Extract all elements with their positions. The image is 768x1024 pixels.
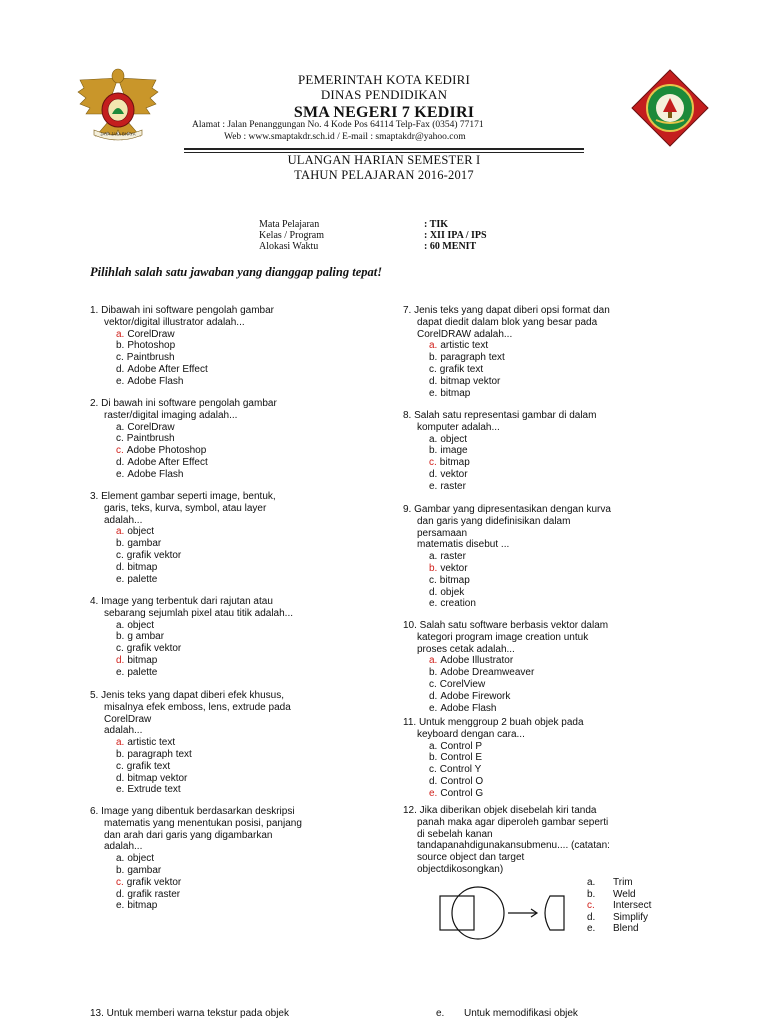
- question-stem-line: objectdikosongkan): [417, 863, 504, 875]
- option-letter: c.: [116, 433, 124, 445]
- option-letter: d.: [116, 561, 125, 573]
- meta-row: [259, 219, 487, 230]
- option-letter: e.: [429, 387, 438, 399]
- option-text: bitmap vektor: [127, 772, 188, 784]
- answer-option[interactable]: [403, 481, 596, 493]
- question-stem-line: dapat diedit dalam blok yang besar pada: [417, 316, 598, 328]
- option-letter: e.: [429, 598, 438, 610]
- option-text: vektor: [440, 468, 468, 480]
- answer-option[interactable]: [403, 691, 608, 703]
- option-text: Adobe Flash: [127, 375, 184, 387]
- answer-option[interactable]: [90, 329, 274, 341]
- meta-value: : XII IPA / IPS: [424, 230, 487, 241]
- option-text: bitmap: [440, 387, 471, 399]
- option-letter: c.: [429, 363, 437, 375]
- option-text: paragraph text: [440, 352, 505, 364]
- question-stem-line: adalah...: [104, 841, 143, 853]
- question-stem-line: 9. Gambar yang dipresentasikan dengan kurva: [403, 504, 611, 515]
- option-text: Adobe Firework: [440, 690, 511, 702]
- question-stem-line: matematis disebut ...: [417, 539, 510, 551]
- option-letter: d.: [429, 586, 438, 598]
- option-letter: d.: [429, 775, 438, 787]
- option-letter: e.: [116, 468, 125, 480]
- answer-option[interactable]: [90, 574, 276, 586]
- meta-row: [259, 230, 487, 241]
- answer-option[interactable]: [403, 655, 608, 667]
- option-letter: a.: [429, 433, 438, 445]
- question-3: [90, 491, 276, 585]
- option-text: Control Y: [439, 764, 482, 776]
- answer-option[interactable]: [90, 550, 276, 562]
- option-letter: d.: [116, 888, 125, 900]
- answer-option[interactable]: [403, 776, 584, 788]
- option-text: CorelDraw: [127, 421, 175, 433]
- option-letter: e.: [587, 923, 596, 935]
- option-text: Weld: [613, 888, 636, 900]
- answer-option[interactable]: [90, 643, 293, 655]
- option-text: Simplify: [613, 911, 649, 923]
- option-letter: c.: [429, 574, 437, 586]
- option-text: raster: [440, 480, 466, 492]
- option-text: Adobe Dreamweaver: [440, 667, 535, 679]
- question-2: [90, 398, 277, 481]
- answer-option[interactable]: [90, 749, 291, 761]
- answer-option[interactable]: [403, 587, 611, 599]
- option-letter: d.: [116, 772, 125, 784]
- option-text: object: [127, 853, 155, 865]
- answer-option[interactable]: [403, 551, 611, 563]
- question-stem-line: panah maka agar diperoleh gambar seperti: [417, 816, 609, 828]
- option-letter: b.: [116, 340, 125, 352]
- question-6: [90, 806, 302, 912]
- question-stem-line: 11. Untuk menggroup 2 buah objek pada: [403, 717, 584, 728]
- option-text: grafik text: [126, 760, 171, 772]
- question-stem-line: adalah...: [104, 725, 143, 737]
- option-letter: a.: [116, 328, 125, 340]
- option-letter: d.: [116, 654, 125, 666]
- option-letter: e.: [116, 375, 125, 387]
- answer-option[interactable]: [90, 761, 291, 773]
- option-text: grafik vektor: [126, 876, 182, 888]
- answer-option[interactable]: [403, 563, 611, 575]
- exam-year: TAHUN PELAJARAN 2016-2017: [294, 168, 474, 182]
- question-stem-line: proses cetak adalah...: [417, 643, 515, 655]
- option-text: Extrude text: [127, 784, 181, 796]
- question-stem-line: misalnya efek emboss, lens, extrude pada: [104, 701, 291, 713]
- option-letter: d.: [429, 690, 438, 702]
- option-letter: b.: [116, 748, 125, 760]
- option-letter: e.: [116, 666, 125, 678]
- option-letter: a.: [116, 853, 125, 865]
- answer-option[interactable]: [403, 598, 611, 610]
- option-text: bitmap: [127, 561, 158, 573]
- school-address: Alamat : Jalan Penanggungan No. 4 Kode Pos 64114 Telp-Fax (0354) 77171: [192, 120, 484, 130]
- answer-option[interactable]: [90, 655, 293, 667]
- answer-option[interactable]: [90, 364, 274, 376]
- option-letter: c.: [116, 760, 124, 772]
- option-text: grafik vektor: [126, 643, 182, 655]
- option-text: gambar: [127, 864, 162, 876]
- school-name: SMA NEGERI 7 KEDIRI: [293, 104, 475, 121]
- option-text: Control O: [440, 775, 484, 787]
- question-stem-line: CorelDRAW adalah...: [417, 328, 513, 340]
- answer-option[interactable]: [403, 679, 608, 691]
- question-stem-line: keyboard dengan cara...: [417, 728, 525, 740]
- answer-option[interactable]: [403, 352, 610, 364]
- question-5: [90, 690, 291, 796]
- option-text: grafik text: [439, 363, 484, 375]
- option-letter: a.: [429, 740, 438, 752]
- exam-title: ULANGAN HARIAN SEMESTER I: [287, 153, 481, 167]
- option-letter: a.: [429, 655, 438, 667]
- option-text: Adobe Flash: [127, 468, 184, 480]
- answer-option[interactable]: [90, 352, 274, 364]
- school-web: Web : www.smaptakdr.sch.id / E-mail : smaptakdr@yahoo.com: [224, 132, 466, 142]
- option-text: Trim: [613, 877, 633, 888]
- question-stem-line: 2. Di bawah ini software pengolah gambar: [90, 398, 277, 409]
- question-7: [403, 305, 610, 399]
- option-letter: b.: [116, 864, 125, 876]
- question-stem-line: 4. Image yang terbentuk dari rajutan atau: [90, 596, 273, 607]
- option-text: Control P: [440, 740, 483, 752]
- question-12: [403, 805, 610, 876]
- option-letter: a.: [587, 877, 596, 888]
- question-stem-line: komputer adalah...: [417, 421, 500, 433]
- option-text: Photoshop: [127, 340, 176, 352]
- option-letter: c.: [116, 549, 124, 561]
- shape-diagram-icon: [438, 884, 568, 944]
- option-letter: c.: [116, 445, 124, 457]
- option-letter: c.: [429, 678, 437, 690]
- option-letter: c.: [429, 457, 437, 469]
- option-text: palette: [127, 666, 158, 678]
- option-letter: e.: [429, 787, 438, 799]
- answer-option[interactable]: [90, 667, 293, 679]
- option-letter: e.: [116, 900, 125, 912]
- question-stem-line: 8. Salah satu representasi gambar di dalam: [403, 410, 597, 421]
- answer-option[interactable]: [90, 457, 277, 469]
- option-letter: e.: [116, 573, 125, 585]
- answer-option[interactable]: [90, 784, 291, 796]
- answer-option[interactable]: [90, 526, 276, 538]
- question-stem-line: garis, teks, kurva, symbol, atau layer: [104, 502, 267, 514]
- answer-option[interactable]: [90, 422, 277, 434]
- option-letter: e.: [429, 480, 438, 492]
- question-stem-line: 10. Salah satu software berbasis vektor dalam: [403, 620, 609, 631]
- instruction: Pilihlah salah satu jawaban yang dianggap paling tepat!: [90, 265, 383, 279]
- question-stem-line: 6. Image yang dibentuk berdasarkan deskripsi: [90, 806, 295, 817]
- question-stem-line: matematis yang menentukan posisi, panjang: [104, 817, 302, 829]
- question-stem-line: 1. Dibawah ini software pengolah gambar: [90, 305, 274, 316]
- question-9: [403, 504, 611, 610]
- option-text: raster: [440, 551, 466, 563]
- option-text: objek: [440, 586, 465, 598]
- question-stem-line: 7. Jenis teks yang dapat diberi opsi format dan: [403, 305, 610, 316]
- option-text: Blend: [613, 923, 639, 935]
- option-text: object: [127, 619, 155, 631]
- option-text: Adobe Illustrator: [440, 655, 514, 667]
- answer-option[interactable]: [587, 877, 651, 889]
- option-letter: d.: [116, 363, 125, 375]
- answer-option[interactable]: [90, 853, 302, 865]
- option-letter: e.: [429, 702, 438, 714]
- answer-option[interactable]: [90, 445, 277, 457]
- option-text: Intersect: [613, 900, 652, 912]
- option-letter: c.: [116, 876, 124, 888]
- question-stem-line: source object dan target: [417, 852, 525, 864]
- option-letter: d.: [116, 456, 125, 468]
- answer-option[interactable]: [90, 340, 274, 352]
- answer-option[interactable]: [90, 469, 277, 481]
- logo-motto-text: JAYA JAYA BHAYA: [100, 131, 136, 137]
- question-stem-line: tandapanahdigunakansubmenu.... (catatan:: [417, 840, 610, 852]
- option-text: CorelDraw: [127, 328, 175, 340]
- question-stem-line: di sebelah kanan: [417, 828, 493, 840]
- government-name: PEMERINTAH KOTA KEDIRI: [297, 72, 471, 87]
- question-stem-line: sebarang sejumlah pixel atau titik adalah...: [104, 607, 294, 619]
- answer-option[interactable]: [403, 764, 584, 776]
- footer-option-letter: e.: [436, 1008, 445, 1019]
- meta-label: Mata Pelajaran: [259, 219, 320, 230]
- option-text: vektor: [440, 562, 468, 574]
- q12-options: [587, 877, 651, 935]
- option-text: Adobe Photoshop: [126, 445, 207, 457]
- option-text: Control G: [440, 787, 484, 799]
- option-letter: a.: [116, 619, 125, 631]
- option-letter: a.: [116, 526, 125, 538]
- option-letter: a.: [429, 551, 438, 563]
- answer-option[interactable]: [90, 865, 302, 877]
- answer-option[interactable]: [403, 788, 584, 800]
- meta-label: Kelas / Program: [259, 230, 324, 241]
- answer-option[interactable]: [403, 741, 584, 753]
- option-text: artistic text: [127, 737, 176, 749]
- option-letter: a.: [116, 421, 125, 433]
- option-text: CorelView: [439, 678, 486, 690]
- option-letter: b.: [429, 445, 438, 457]
- question-stem-line: kategori program image creation untuk: [417, 631, 589, 643]
- answer-option[interactable]: [90, 620, 293, 632]
- answer-option[interactable]: [90, 889, 302, 901]
- answer-option[interactable]: [90, 376, 274, 388]
- option-text: Paintbrush: [126, 352, 175, 364]
- question-13-stem: 13. Untuk memberi warna tekstur pada objek: [90, 1008, 289, 1019]
- answer-option[interactable]: [403, 376, 610, 388]
- answer-option[interactable]: [587, 923, 651, 935]
- option-text: Adobe Flash: [440, 702, 497, 714]
- exam-meta: [259, 219, 487, 252]
- answer-option[interactable]: [403, 445, 596, 457]
- question-stem-line: vektor/digital illustrator adalah...: [104, 316, 245, 328]
- option-letter: d.: [429, 468, 438, 480]
- option-text: bitmap: [439, 574, 470, 586]
- option-text: grafik vektor: [126, 549, 182, 561]
- option-text: bitmap: [127, 900, 158, 912]
- option-text: g ambar: [127, 631, 165, 643]
- option-text: image: [440, 445, 468, 457]
- answer-option[interactable]: [403, 469, 596, 481]
- option-text: Adobe After Effect: [127, 363, 208, 375]
- option-letter: e.: [116, 784, 125, 796]
- answer-option[interactable]: [403, 703, 608, 715]
- option-text: artistic text: [440, 340, 489, 352]
- option-letter: b.: [429, 667, 438, 679]
- option-text: Adobe After Effect: [127, 456, 208, 468]
- option-text: object: [440, 433, 468, 445]
- answer-option[interactable]: [403, 434, 596, 446]
- option-letter: c.: [116, 352, 124, 364]
- option-text: palette: [127, 573, 158, 585]
- question-stem-line: 12. Jika diberikan objek disebelah kiri tanda: [403, 805, 597, 816]
- option-letter: c.: [116, 643, 124, 655]
- option-letter: d.: [429, 375, 438, 387]
- option-text: bitmap: [439, 457, 470, 469]
- option-letter: b.: [429, 352, 438, 364]
- meta-row: [259, 241, 487, 252]
- option-letter: d.: [587, 911, 596, 923]
- question-stem-line: 5. Jenis teks yang dapat diberi efek khusus,: [90, 690, 285, 701]
- meta-value: : 60 MENIT: [424, 241, 477, 252]
- question-4: [90, 596, 293, 679]
- answer-option[interactable]: [587, 900, 651, 912]
- answer-option[interactable]: [90, 900, 302, 912]
- answer-option[interactable]: [403, 364, 610, 376]
- option-letter: a.: [116, 737, 125, 749]
- question-stem-line: persamaan: [417, 527, 468, 539]
- department-name: DINAS PENDIDIKAN: [320, 87, 448, 102]
- option-letter: b.: [116, 538, 125, 550]
- option-text: bitmap: [127, 654, 158, 666]
- option-letter: c.: [429, 764, 437, 776]
- answer-option[interactable]: [403, 575, 611, 587]
- question-1: [90, 305, 274, 388]
- answer-option[interactable]: [403, 457, 596, 469]
- option-letter: b.: [429, 562, 438, 574]
- answer-option[interactable]: [403, 340, 610, 352]
- option-letter: b.: [116, 631, 125, 643]
- question-stem-line: dan arah dari garis yang digambarkan: [104, 829, 273, 841]
- answer-option[interactable]: [403, 388, 610, 400]
- answer-option[interactable]: [90, 737, 291, 749]
- answer-option[interactable]: [90, 877, 302, 889]
- answer-option[interactable]: [403, 752, 584, 764]
- option-text: Control E: [440, 752, 483, 764]
- question-stem-line: 3. Element gambar seperti image, bentuk,: [90, 491, 276, 502]
- footer-option-text: Untuk memodifikasi objek: [464, 1008, 578, 1019]
- meta-value: : TIK: [424, 219, 448, 230]
- option-text: bitmap vektor: [440, 375, 501, 387]
- answer-option[interactable]: [403, 667, 608, 679]
- question-8: [403, 410, 596, 493]
- option-letter: b.: [429, 752, 438, 764]
- answer-option[interactable]: [90, 562, 276, 574]
- meta-label: Alokasi Waktu: [259, 241, 319, 252]
- option-letter: a.: [429, 340, 438, 352]
- option-letter: c.: [587, 900, 595, 912]
- answer-option[interactable]: [90, 538, 276, 550]
- question-stem-line: dan garis yang didefinisikan dalam: [417, 515, 571, 527]
- option-text: paragraph text: [127, 748, 192, 760]
- option-text: Paintbrush: [126, 433, 175, 445]
- question-11: [403, 717, 584, 800]
- answer-option[interactable]: [587, 889, 651, 901]
- answer-option[interactable]: [90, 631, 293, 643]
- answer-option[interactable]: [90, 773, 291, 785]
- answer-option[interactable]: [90, 433, 277, 445]
- answer-option[interactable]: [587, 912, 651, 924]
- option-text: grafik raster: [127, 888, 181, 900]
- option-text: creation: [440, 598, 476, 610]
- question-stem-line: raster/digital imaging adalah...: [104, 409, 238, 421]
- option-letter: b.: [587, 888, 596, 900]
- question-stem-line: adalah...: [104, 514, 143, 526]
- q12-figure: [438, 884, 568, 944]
- option-text: object: [127, 526, 155, 538]
- question-stem-line: CorelDraw: [104, 713, 152, 725]
- option-text: gambar: [127, 538, 162, 550]
- question-10: [403, 620, 608, 714]
